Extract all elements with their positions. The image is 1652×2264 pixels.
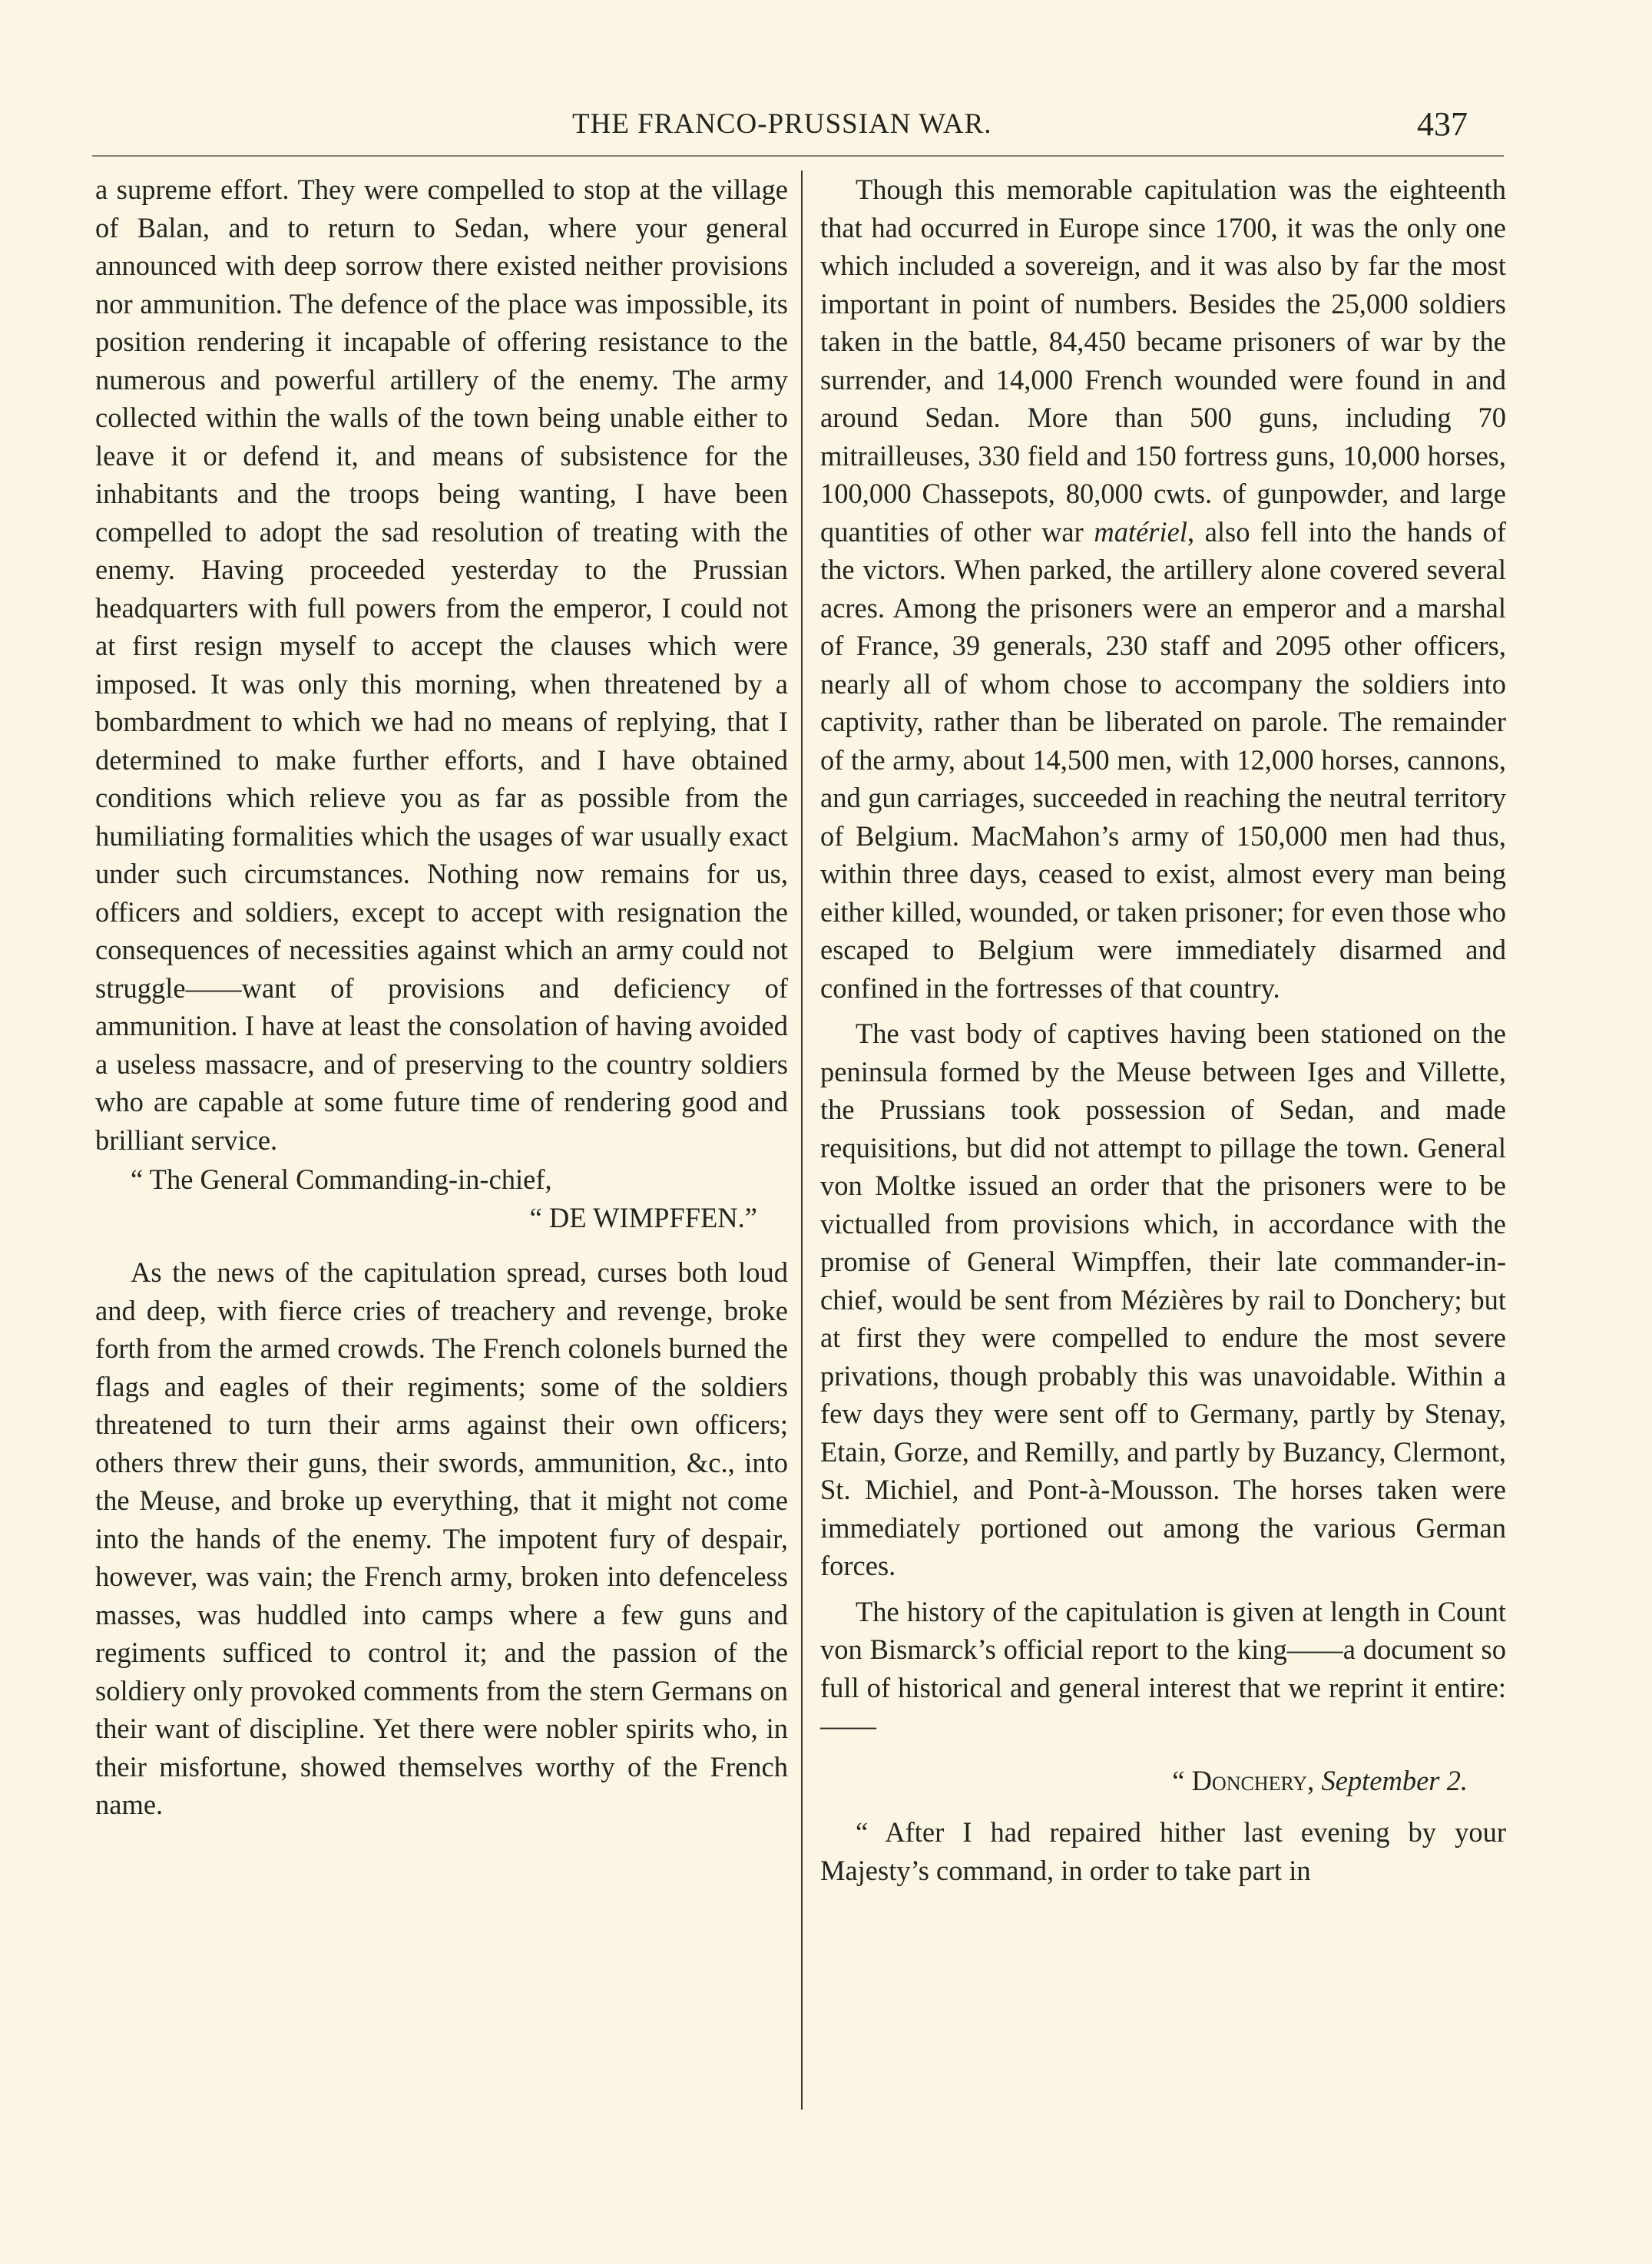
running-title: THE FRANCO-PRUSSIAN WAR. (572, 108, 992, 140)
right-paragraph-1 (820, 170, 1506, 1007)
left-column (95, 170, 788, 1824)
right-paragraph-3: The history of the capitulation is given at length in Count von Bismarck’s official report to the king——a document so full of historical and general interest that we reprint it entire:—— (820, 1595, 1506, 1741)
signature-name: “ DE WIMPFFEN.” (529, 1201, 757, 1233)
page-header (0, 105, 1652, 154)
left-paragraph-2: As the news of the capitulation spread, curses both loud and deep, with fierce cries of treachery and revenge, broke forth from the armed crowds. The French colonels burned the flags and eagles of their regiments; some of the soldiers threatened to turn their arms against their own officers; others threw their guns, their swords, ammunition, &c., into the Meuse, and broke up everything, that it might not come into the hands of the enemy. The impotent fury of despair, however, was vain; the French army, broken into defenceless masses, was huddled into camps where a few guns and regiments sufficed to control it; and the passion of the soldiery only provoked comments from the stern Germans on their want of discipline. Yet there were nobler spirits who, in their misfortune, showed themselves worthy of the French name. (95, 1256, 788, 1820)
dateline-date: September 2. (1321, 1764, 1468, 1796)
column-rule (801, 170, 803, 2110)
materiel-italic: matériel (1094, 515, 1187, 548)
header-rule (92, 155, 1504, 157)
page-number: 437 (1417, 105, 1468, 143)
right-paragraph-1-end: , also fell into the hands of the victors. When parked, the artillery alone covered several acres. Among the prisoners were an emperor and a marshal of France, 39 generals, 230 staff and 2095 other officers, nearly all of whom chose to accompany the soldiers into captivity, rather than be liberated on parole. The remainder of the army, about 14,500 men, with 12,000 horses, cannons, and gun carriages, succeeded in reaching the neutral territory of Belgium. MacMahon’s army of 150,000 men had thus, within three days, ceased to exist, almost every man being either killed, wounded, or taken prisoner; for even those who escaped to Belgium were immediately disarmed and confined in the fortresses of that country. (820, 515, 1506, 1004)
right-paragraph-4: “ After I had repaired hither last evening by your Majesty’s command, in order to take part in (820, 1816, 1506, 1886)
left-paragraph-1: a supreme effort. They were compelled to stop at the village of Balan, and to return to Sedan, where your general announced with deep sorrow there existed neither provisions nor ammunition. The defence of the place was impossible, its position rendering it incapable of offering resistance to the numerous and powerful artillery of the enemy. The army collected within the walls of the town being unable either to leave it or defend it, and means of subsistence for the inhabitants and the troops being wanting, I have been compelled to adopt the sad resolution of treating with the enemy. Having proceeded yesterday to the Prussian headquarters with full powers from the emperor, I could not at first resign myself to accept the clauses which were imposed. It was only this morning, when threatened by a bombardment to which we had no means of replying, that I determined to make further efforts, and I have obtained conditions which relieve you as far as possible from the humiliating formalities which the usages of war usually exact under such circumstances. Nothing now remains for us, officers and soldiers, except to accept with resignation the consequences of necessities against which an army could not struggle——want of provisions and deficiency of ammunition. I have at least the consolation of having avoided a useless massacre, and of preserving to the country soldiers who are capable at some future time of rendering good and brilliant service. (95, 174, 788, 1156)
right-paragraph-1-start: Though this memorable capitulation was the eighteenth that had occurred in Europe since 1700, it was the only one which included a sovereign, and it was also by far the most important in point of numbers. Besides the 25,000 soldiers taken in the battle, 84,450 became prisoners of war by the surrender, and 14,000 French wounded were found in and around Sedan. More than 500 guns, including 70 mitrailleuses, 330 field and 150 fortress guns, 10,000 horses, 100,000 Chassepots, 80,000 cwts. of gunpowder, and large quantities of other war (820, 174, 1506, 548)
dateline (820, 1762, 1506, 1800)
right-paragraph-2: The vast body of captives having been stationed on the peninsula formed by the Meuse between Iges and Villette, the Prussians took possession of Sedan, and made requisitions, but did not attempt to pillage the town. General von Moltke issued an order that the prisoners were to be victualled from provisions which, in accordance with the promise of General Wimpffen, their late commander-in-chief, would be sent from Mézières by rail to Donchery; but at first they were compelled to endure the most severe privations, though probably this was unavoidable. Within a few days they were sent off to Germany, partly by Stenay, Etain, Gorze, and Remilly, and partly by Buzancy, Clermont, St. Michiel, and Pont-à-Mousson. The horses taken were immediately portioned out among the various German forces. (820, 1018, 1506, 1581)
dateline-place: “ Donchery, (1172, 1764, 1315, 1796)
signature-title: “ The General Commanding-in-chief, (131, 1163, 552, 1195)
right-column (820, 170, 1506, 1889)
